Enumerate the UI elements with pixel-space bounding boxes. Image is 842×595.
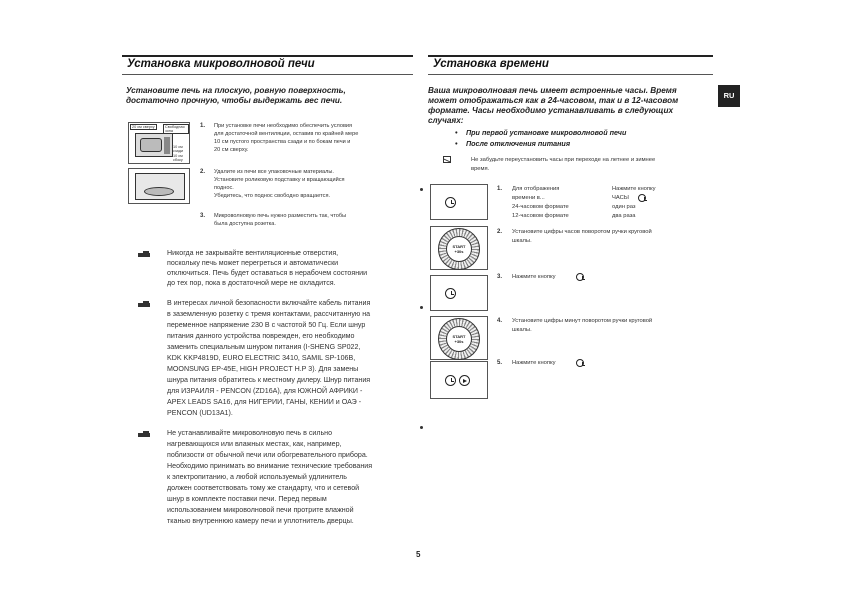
left-section-title: Установка микроволновой печи [127, 58, 315, 70]
note-3-line-7: шнур в комплекте поставки печи. Перед первым [167, 495, 327, 503]
step-2-panel [430, 226, 488, 270]
right-step-1-col2-line-4: два раза [612, 213, 636, 219]
note-2-line-6: KDK KKP4819D, EURO ELECTRIC 3410, SAMIL SP-106B, [167, 354, 356, 362]
clearance-label-top: 20 см сверху [132, 125, 155, 129]
right-step-4-num: 4. [497, 318, 503, 324]
note-3-line-2: нагревающихся или влажных местах, как, например, [167, 440, 342, 448]
clearance-label-zone: Свободная зона [163, 124, 189, 134]
left-step-2-line-2: Установите роликовую подставку и вращающийся [214, 177, 345, 183]
dial-knob-icon [438, 318, 480, 360]
oven-interior-icon [135, 173, 185, 200]
right-step-1-col1-line-2: времени в... [512, 195, 545, 201]
left-step-2-line-3: поднос. [214, 185, 234, 191]
clearance-diagram [128, 122, 190, 164]
dial-center [446, 326, 472, 352]
clearance-label-side: 10 см сбоку [173, 154, 183, 162]
right-lead-line-1: Ваша микроволновая печь имеет встроенные часы. Время [428, 86, 677, 95]
note-1-line-4: до тех пор, пока в достаточной мере не охладится. [167, 279, 336, 287]
dial-center [446, 236, 472, 262]
right-lead-line-2: может отображаться как в 24-часовом, так и в 12-часовом [428, 96, 679, 105]
clock-icon [445, 197, 456, 208]
left-lead-line-1: Установите печь на плоскую, ровную поверхность, [126, 86, 346, 95]
left-step-1-line-1: При установке печи необходимо обеспечить условия [214, 123, 353, 129]
note-2-line-11: PENCON (UD13A1). [167, 409, 233, 417]
note-icon [443, 156, 451, 163]
note-1-line-3: отключиться. Печь будет оставаться в нерабочем состоянии [167, 269, 368, 277]
right-step-1-col1-line-4: 12-часовом формате [512, 213, 569, 219]
right-lead-line-3: формате. Часы необходимо устанавливать в следующих [428, 106, 674, 115]
note-3-line-4: Необходимо принимать во внимание технические требования [167, 462, 373, 470]
right-step-4-line-2: шкалы. [512, 327, 532, 333]
language-tab-ru: RU [718, 85, 740, 107]
left-step-3-num: 3. [200, 213, 206, 219]
left-lead-line-2: достаточно прочную, чтобы выдержать вес печи. [126, 96, 343, 105]
dial-start-label: START [452, 334, 466, 339]
right-step-2-line-2: шкалы. [512, 238, 532, 244]
pointing-hand-icon [137, 430, 151, 438]
right-step-1-col2-line-2: ЧАСЫ [612, 195, 629, 201]
right-lead-line-4: случаях: [428, 116, 464, 125]
bullet-marker: • [455, 128, 458, 137]
note-3-line-5: к электропитанию, а любой используемый удлинитель [167, 473, 347, 481]
right-step-1-num: 1. [497, 186, 503, 192]
note-2-line-1: В интересах личной безопасности включайте кабель питания [167, 299, 371, 307]
note-2-line-10: APEX LEADS SA16, для НИГЕРИИ, ГАНЫ, КЕНИИ и ОАЭ - [167, 398, 362, 406]
right-step-1-col1-line-3: 24-часовом формате [512, 204, 569, 210]
pointing-hand-icon [137, 250, 151, 258]
left-header-rule [122, 55, 413, 57]
note-2-line-9: для ИЗРАИЛЯ - PENCON (ZD16A), для ЮЖНОЙ АФРИКИ - [167, 387, 363, 395]
left-step-1-line-4: 20 см сверху. [214, 147, 249, 153]
margin-dot [420, 306, 423, 309]
note-3-line-6: должен соответствовать тому же стандарту, что и сетевой [167, 484, 360, 492]
right-header-rule [428, 55, 713, 57]
note-3-line-9: тканью внутреннюю камеру печи и уплотнитель дверцы. [167, 517, 354, 525]
clock-icon [445, 375, 456, 386]
note-2-line-3: переменное напряжение 230 В с частотой 50 Гц. Если шнур [167, 321, 366, 329]
right-step-2-line-1: Установите цифры часов поворотом ручки круговой [512, 229, 652, 235]
clearance-label-back: 10 см сзади [173, 145, 184, 153]
right-step-1-col1-line-1: Для отображения [512, 186, 560, 192]
step-5-panel [430, 361, 488, 399]
turntable-diagram [128, 168, 190, 204]
right-step-1-col2-line-3: один раз [612, 204, 636, 210]
clock-button-icon [576, 273, 584, 281]
right-section-title: Установка времени [433, 58, 549, 70]
note-2-line-8: шнура питания обратитесь к местному дилеру. Шнур питания [167, 376, 371, 384]
note-2-line-7: MOONSUNG EP-45E, HIGH PROJECT H.P 3). Для замены [167, 365, 359, 373]
right-step-3-line-1: Нажмите кнопку [512, 274, 556, 280]
note-3-line-8: использованием микроволновой печи протрите влажной [167, 506, 354, 514]
step-3-panel [430, 275, 488, 311]
dial-knob-icon [438, 228, 480, 270]
right-header-underline [428, 74, 713, 75]
right-step-5-line-1: Нажмите кнопку [512, 360, 556, 366]
margin-dot [420, 426, 423, 429]
note-2-line-4: питания данного устройства поврежден, его необходимо [167, 332, 355, 340]
dial-30s-label: +30s [454, 339, 464, 344]
bullet-marker: • [455, 139, 458, 148]
start-icon [459, 375, 470, 386]
right-bullet-2: После отключения питания [466, 139, 571, 148]
left-step-1-num: 1. [200, 123, 206, 129]
margin-dot [420, 188, 423, 191]
step-1-panel [430, 184, 488, 220]
note-2-line-5: заменить специальным шнуром питания (I-SHENG SP022, [167, 343, 361, 351]
left-header-underline [122, 74, 413, 75]
clock-button-icon [638, 194, 646, 202]
step-4-panel [430, 316, 488, 360]
note-3-line-3: поблизости от обычной печи или обогревательного прибора. [167, 451, 368, 459]
right-step-3-num: 3. [497, 274, 503, 280]
left-step-2-line-4: Убедитесь, что поднос свободно вращается. [214, 193, 331, 199]
right-note-line-1: Не забудьте переустановить часы при переходе на летнее и зимнее [471, 157, 656, 163]
note-1-line-2: поскольку печь может перегреться и автоматически [167, 259, 339, 267]
left-step-2-line-1: Удалите из печи все упаковочные материалы. [214, 169, 334, 175]
note-2-line-2: в заземленную розетку с тремя контактами, рассчитанную на [167, 310, 371, 318]
right-step-5-num: 5. [497, 360, 503, 366]
page-number: 5 [416, 550, 421, 559]
dial-30s-label: +30s [454, 249, 464, 254]
left-step-1-line-2: для достаточной вентиляции, оставив по крайней мере [214, 131, 359, 137]
dial-start-label: START [452, 244, 466, 249]
right-step-1-col2-line-1: Нажмите кнопку [612, 186, 656, 192]
microwave-icon [135, 133, 173, 157]
note-1-line-1: Никогда не закрывайте вентиляционные отверстия, [167, 249, 339, 257]
clock-icon [445, 288, 456, 299]
left-step-2-num: 2. [200, 169, 206, 175]
left-step-3-line-1: Микроволновую печь нужно разместить так, чтобы [214, 213, 347, 219]
note-3-line-1: Не устанавливайте микроволновую печь в сильно [167, 429, 333, 437]
clock-button-icon [576, 359, 584, 367]
right-step-2-num: 2. [497, 229, 503, 235]
left-step-1-line-3: 10 см пустого пространства сзади и по бокам печи и [214, 139, 351, 145]
right-step-4-line-1: Установите цифры минут поворотом ручки круговой [512, 318, 653, 324]
right-bullet-1: При первой установке микроволновой печи [466, 128, 627, 137]
pointing-hand-icon [137, 300, 151, 308]
right-note-line-2: время. [471, 166, 490, 172]
left-step-3-line-2: была доступна розетка. [214, 221, 276, 227]
